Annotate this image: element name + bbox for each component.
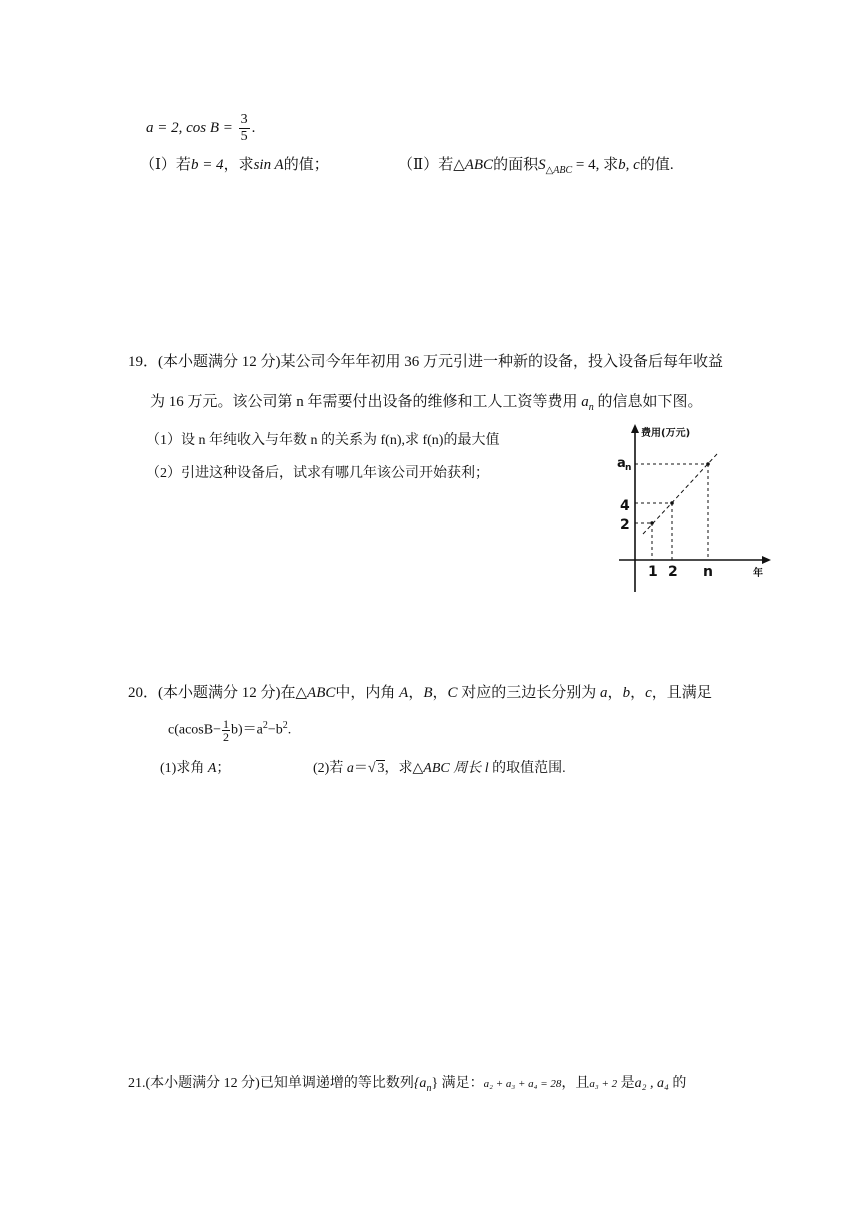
q20-line1-abc: ABC [307,685,336,701]
q20-line1-c1: ， [408,685,424,701]
point-n [706,462,710,466]
x-label-2: 2 [668,564,678,580]
q18-part2-S: S [538,157,546,173]
q20-eq-sq1: 2 [262,720,268,731]
y-label-an-sub: n [625,463,632,473]
q18-part2-eq: = 4, [572,157,600,173]
q20-line1 [128,683,712,703]
q21-seq-sub: n [426,1082,432,1094]
q20-eq-pre: c(acosB− [168,722,221,738]
q21-cond2: a₃ + 2 [589,1078,618,1090]
q19-line2-sub: n [588,402,594,413]
q18-part2-math2: b, c [618,157,640,173]
q21-mid2: ，且 [561,1076,590,1091]
q20-eq-frac [222,718,230,743]
q20-part2-abc: ABC 周长 l [423,761,489,776]
q20-line1-pre: 20．(本小题满分 12 分)在△ [128,685,308,701]
q21-mid3: 是 [617,1076,635,1091]
q20-part2 [313,759,566,779]
y-axis-arrow [631,424,639,433]
q20-line1-a: A [395,685,409,701]
q20-line1-c3: ， [607,685,623,701]
q18-given-text: a = 2, cos B = [146,119,237,136]
q18-part2-sub: △ABC [545,165,573,176]
q18-part1-text: ，求 [223,157,254,173]
y-label-2: 2 [620,517,630,533]
q20-part2-sqrt: 3 [377,761,385,776]
q20-line1-va: a [596,685,608,701]
q18-part1-math2: sin A [253,157,284,173]
q20-eq-post: b)＝a [231,722,263,738]
q21-cond1: a₂ + a₃ + a₄ = 28 [483,1078,562,1090]
q20-part2-end: 的取值范围. [488,761,566,776]
q18-part2-math: ABC [464,157,494,173]
q20-part2-pre: (2)若 [313,761,344,776]
q20-part2-eq: ＝ [353,761,368,776]
x-axis-title: 年 [753,568,763,579]
q20-line1-c4: ， [630,685,646,701]
q19-cost-graph [605,420,775,598]
q19-line2-post: 的信息如下图。 [597,394,703,410]
y-label-an: a [617,456,626,471]
q20-eq-minus: −b [267,722,283,738]
q21-pre: 21.(本小题满分 12 分)已知单调递增的等比数列 [128,1076,414,1091]
q20-line1-vb: b [622,685,631,701]
q20-line1-c: C [447,685,458,701]
q18-part2-text: 的面积 [493,157,539,173]
q20-line1-mid: 中，内角 [335,685,396,701]
q18-frac-num: 3 [240,112,248,127]
q20-part1 [160,759,230,779]
q18-frac-den: 5 [240,129,248,144]
q21-line1 [128,1074,686,1099]
q21-seq: {a [413,1076,427,1091]
q18-part1-label: （Ⅰ）若 [140,157,191,173]
q20-part1-end: ； [216,761,231,776]
q20-line1-vc: c [645,685,652,701]
q20-eq-frac-den: 2 [223,729,229,744]
q19-item1: （1）设 n 年纯收入与年数 n 的关系为 f(n),求 f(n)的最大值 [146,433,500,448]
x-label-n: n [703,564,713,580]
point-2 [670,501,674,505]
q20-line1-end: ，且满足 [651,685,712,701]
q18-part1-end: 的值； [283,157,329,173]
q18-part2 [398,155,674,181]
q18-fraction [239,112,250,145]
point-1 [650,521,654,525]
q20-line1-c2: ， [432,685,448,701]
q20-part1-var: A [204,761,217,776]
y-label-4: 4 [620,498,630,514]
q20-part2-mid: ，求△ [384,761,424,776]
q20-part2-a: a [343,761,354,776]
q18-part1 [140,155,329,175]
q19-line2-pre: 为 16 万元。该公司第 n 年需要付出设备的维修和工人工资等费用 [150,394,578,410]
q18-part1-math: b = 4 [190,157,224,173]
q21-cond3: a₂ , a₄ [634,1076,669,1091]
q19-line1: 19．(本小题满分 12 分)某公司今年年初用 36 万元引进一种新的设备，投入设备后每年收益 [128,354,723,370]
sqrt-sign: √ [367,761,376,776]
y-axis-title: 费用(万元) [641,428,691,439]
q20-eq-frac-num: 1 [223,716,229,731]
q18-given-end: . [251,119,256,136]
q20-part1-text: (1)求角 [160,761,205,776]
q20-line1-b: B [423,685,433,701]
q19-item2: （2）引进这种设备后，试求有哪几年该公司开始获利； [146,466,489,481]
q18-part2-text2: 求 [599,157,619,173]
q20-eq-sq2: 2 [282,720,288,731]
x-label-1: 1 [648,564,658,580]
q19-line2-var: a [581,394,589,410]
q21-seq-end: } [431,1076,439,1091]
q21-mid: 满足： [438,1076,484,1091]
q18-part2-label: （Ⅱ）若△ [398,157,465,173]
q18-part2-end: 的值. [639,157,674,173]
q21-end: 的 [668,1076,687,1091]
q20-eq-end: . [287,722,292,738]
q18-given [146,112,255,145]
q19-line2 [150,392,703,418]
q20-equation [168,716,291,743]
q20-line1-mid2: 对应的三边长分别为 [457,685,597,701]
x-axis-arrow [762,556,771,564]
cost-trend-line [643,454,717,534]
